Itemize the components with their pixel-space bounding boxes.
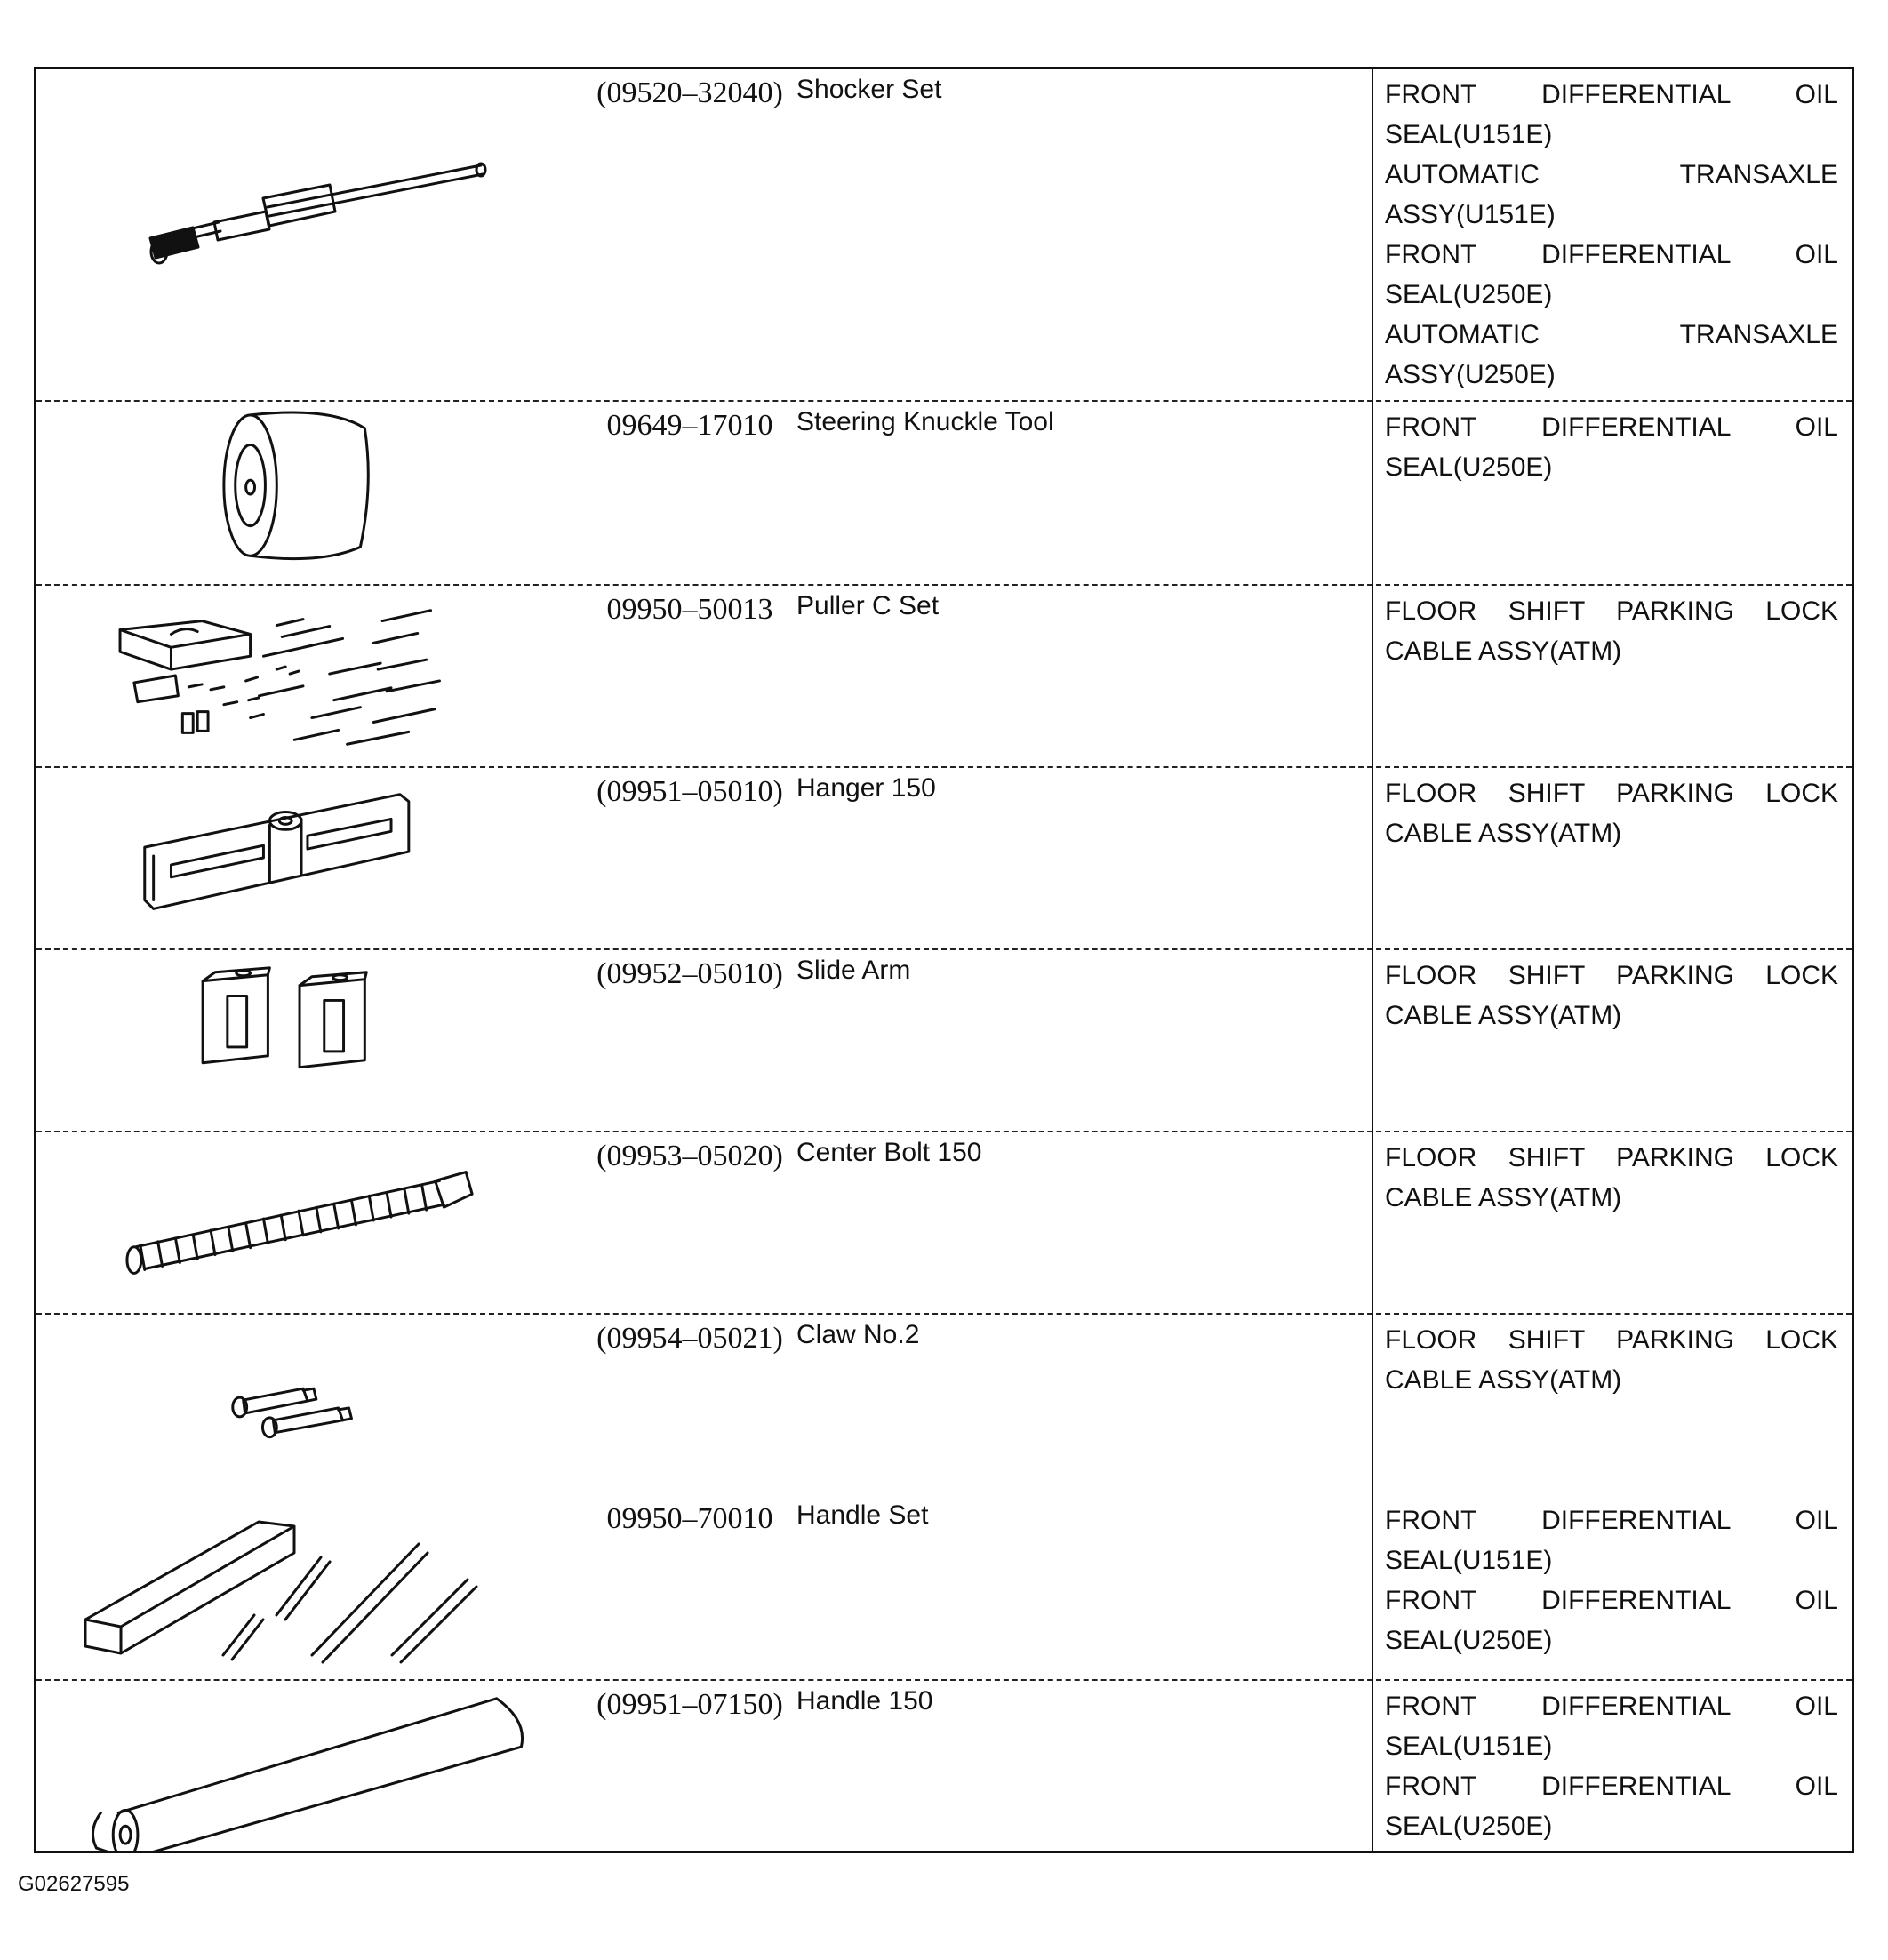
tool-name: Puller C Set (796, 591, 940, 620)
tool-name: Slide Arm (796, 956, 911, 985)
application-line: FRONT DIFFERENTIAL OIL (1385, 412, 1838, 442)
part-number: (09951–05010) (596, 775, 783, 808)
tool-name: Claw No.2 (796, 1320, 920, 1349)
applicable-parts (1385, 407, 1838, 487)
special-tools-table (34, 67, 1854, 1853)
application-line: SEAL(U151E) (1385, 1732, 1553, 1761)
table-row (36, 584, 1852, 766)
application-line: SEAL(U250E) (1385, 280, 1553, 309)
tool-name: Handle Set (796, 1500, 929, 1530)
handle-set-icon (36, 1495, 570, 1679)
application-line: FLOOR SHIFT PARKING LOCK (1385, 961, 1838, 990)
cylinder-tool-icon (36, 402, 570, 584)
table-row (36, 1679, 1852, 1851)
applicable-parts (1385, 75, 1838, 395)
slide-arm-icon (36, 950, 570, 1131)
applicable-parts (1385, 1500, 1838, 1660)
application-line: FRONT DIFFERENTIAL OIL (1385, 80, 1838, 109)
applicable-parts (1385, 1320, 1838, 1400)
tool-name: Steering Knuckle Tool (796, 407, 1054, 436)
part-number: (09952–05010) (596, 957, 783, 990)
application-line: CABLE ASSY(ATM) (1385, 636, 1622, 666)
application-line: AUTOMATIC TRANSAXLE (1385, 320, 1838, 349)
table-row (36, 400, 1852, 584)
puller-set-icon (36, 586, 570, 766)
center-bolt-icon (36, 1132, 570, 1313)
application-line: FLOOR SHIFT PARKING LOCK (1385, 1143, 1838, 1172)
application-line: SEAL(U250E) (1385, 452, 1553, 482)
application-line: SEAL(U151E) (1385, 120, 1553, 149)
tool-name: Hanger 150 (796, 773, 936, 803)
handle-icon (36, 1681, 570, 1851)
application-line: FRONT DIFFERENTIAL OIL (1385, 1586, 1838, 1615)
application-line: SEAL(U151E) (1385, 1546, 1553, 1575)
applicable-parts (1385, 1686, 1838, 1846)
application-line: FRONT DIFFERENTIAL OIL (1385, 1506, 1838, 1535)
application-line: ASSY(U250E) (1385, 360, 1556, 389)
applicable-parts (1385, 773, 1838, 853)
claw-icon (36, 1315, 570, 1495)
application-line: FRONT DIFFERENTIAL OIL (1385, 1772, 1838, 1801)
application-line: ASSY(U151E) (1385, 200, 1556, 229)
tool-name: Shocker Set (796, 75, 942, 104)
application-line: CABLE ASSY(ATM) (1385, 819, 1622, 848)
application-line: AUTOMATIC TRANSAXLE (1385, 160, 1838, 189)
part-number: 09950–50013 (606, 593, 773, 626)
table-row (36, 948, 1852, 1131)
applicable-parts (1385, 591, 1838, 671)
table-row (36, 1313, 1852, 1495)
part-number: (09951–07150) (596, 1688, 783, 1721)
table-row (36, 1131, 1852, 1313)
application-line: SEAL(U250E) (1385, 1626, 1553, 1655)
part-number: 09950–70010 (606, 1502, 773, 1535)
table-row (36, 766, 1852, 948)
application-line: FRONT DIFFERENTIAL OIL (1385, 240, 1838, 269)
table-row (36, 69, 1852, 400)
application-line: SEAL(U250E) (1385, 1812, 1553, 1841)
tool-name: Handle 150 (796, 1686, 933, 1716)
part-number: (09520–32040) (596, 76, 783, 109)
applicable-parts (1385, 1138, 1838, 1218)
application-line: FLOOR SHIFT PARKING LOCK (1385, 1325, 1838, 1355)
slide-hammer-icon (36, 69, 570, 400)
figure-code: G02627595 (18, 1872, 130, 1896)
part-number: 09649–17010 (606, 409, 773, 442)
part-number: (09953–05020) (596, 1140, 783, 1172)
hanger-icon (36, 768, 570, 948)
part-number: (09954–05021) (596, 1322, 783, 1355)
application-line: FRONT DIFFERENTIAL OIL (1385, 1692, 1838, 1721)
application-line: CABLE ASSY(ATM) (1385, 1183, 1622, 1212)
table-row (36, 1495, 1852, 1679)
application-line: FLOOR SHIFT PARKING LOCK (1385, 779, 1838, 808)
tool-name: Center Bolt 150 (796, 1138, 982, 1167)
application-line: FLOOR SHIFT PARKING LOCK (1385, 596, 1838, 626)
application-line: CABLE ASSY(ATM) (1385, 1365, 1622, 1395)
application-line: CABLE ASSY(ATM) (1385, 1001, 1622, 1030)
applicable-parts (1385, 956, 1838, 1036)
